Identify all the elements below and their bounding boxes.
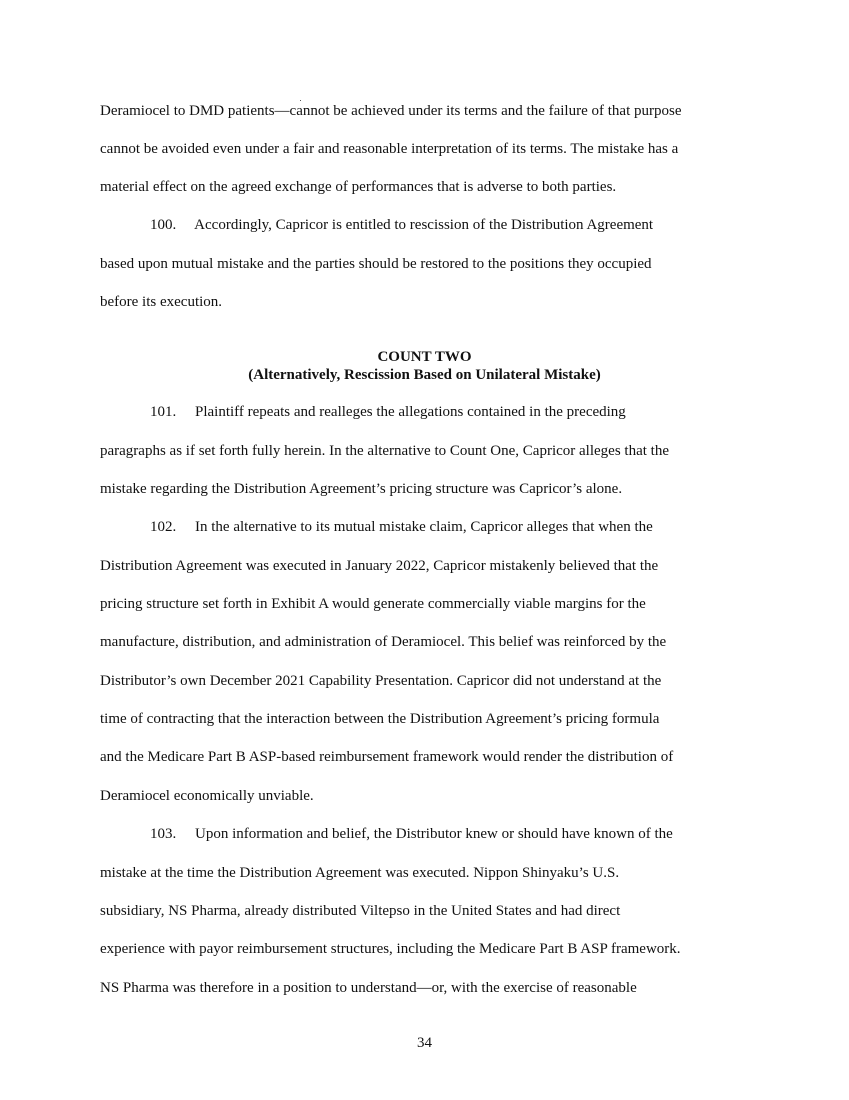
paragraph-line: and the Medicare Part B ASP-based reimbursement framework would render the distribution of [100,749,674,765]
paragraph-line: NS Pharma was therefore in a position to understand—or, with the exercise of reasonable [100,980,637,996]
paragraph-line: mistake regarding the Distribution Agreement’s pricing structure was Capricor’s alone. [100,481,623,497]
paragraph-line: cannot be avoided even under a fair and reasonable interpretation of its terms. The mistake has a [100,141,679,157]
page-number: 34 [417,1035,432,1051]
count-subheading: (Alternatively, Rescission Based on Unilateral Mistake) [248,367,601,383]
paragraph-line: Deramiocel to DMD patients—cannot be achieved under its terms and the failure of that purpose [100,103,682,119]
paragraph-line: material effect on the agreed exchange of performances that is adverse to both parties. [100,179,617,195]
paragraph-line: 102. In the alternative to its mutual mistake claim, Capricor alleges that when the [150,519,653,535]
paragraph-line: Distributor’s own December 2021 Capability Presentation. Capricor did not understand at the [100,673,662,689]
paragraph-line: time of contracting that the interaction between the Distribution Agreement’s pricing formula [100,711,660,727]
paragraph-line: 101. Plaintiff repeats and realleges the allegations contained in the preceding [150,404,626,420]
paragraph-line: 100. Accordingly, Capricor is entitled to rescission of the Distribution Agreement [150,217,654,233]
paragraph-line: subsidiary, NS Pharma, already distributed Viltepso in the United States and had direct [100,903,621,919]
paragraph-line: paragraphs as if set forth fully herein. In the alternative to Count One, Capricor alleges that the [100,443,669,459]
paragraph-line: experience with payor reimbursement structures, including the Medicare Part B ASP framework. [100,941,681,957]
paragraph-line: Distribution Agreement was executed in January 2022, Capricor mistakenly believed that the [100,558,659,574]
count-heading: COUNT TWO [377,349,472,365]
paragraph-line: based upon mutual mistake and the parties should be restored to the positions they occupied [100,256,652,272]
paragraph-line: manufacture, distribution, and administration of Deramiocel. This belief was reinforced by the [100,634,667,650]
paragraph-line: pricing structure set forth in Exhibit A would generate commercially viable margins for the [100,596,646,612]
paragraph-line: Deramiocel economically unviable. [100,788,314,804]
paragraph-line: before its execution. [100,294,223,310]
paragraph-line: 103. Upon information and belief, the Distributor knew or should have known of the [150,826,673,842]
scan-mark [300,100,301,101]
paragraph-line: mistake at the time the Distribution Agreement was executed. Nippon Shinyaku’s U.S. [100,865,620,881]
